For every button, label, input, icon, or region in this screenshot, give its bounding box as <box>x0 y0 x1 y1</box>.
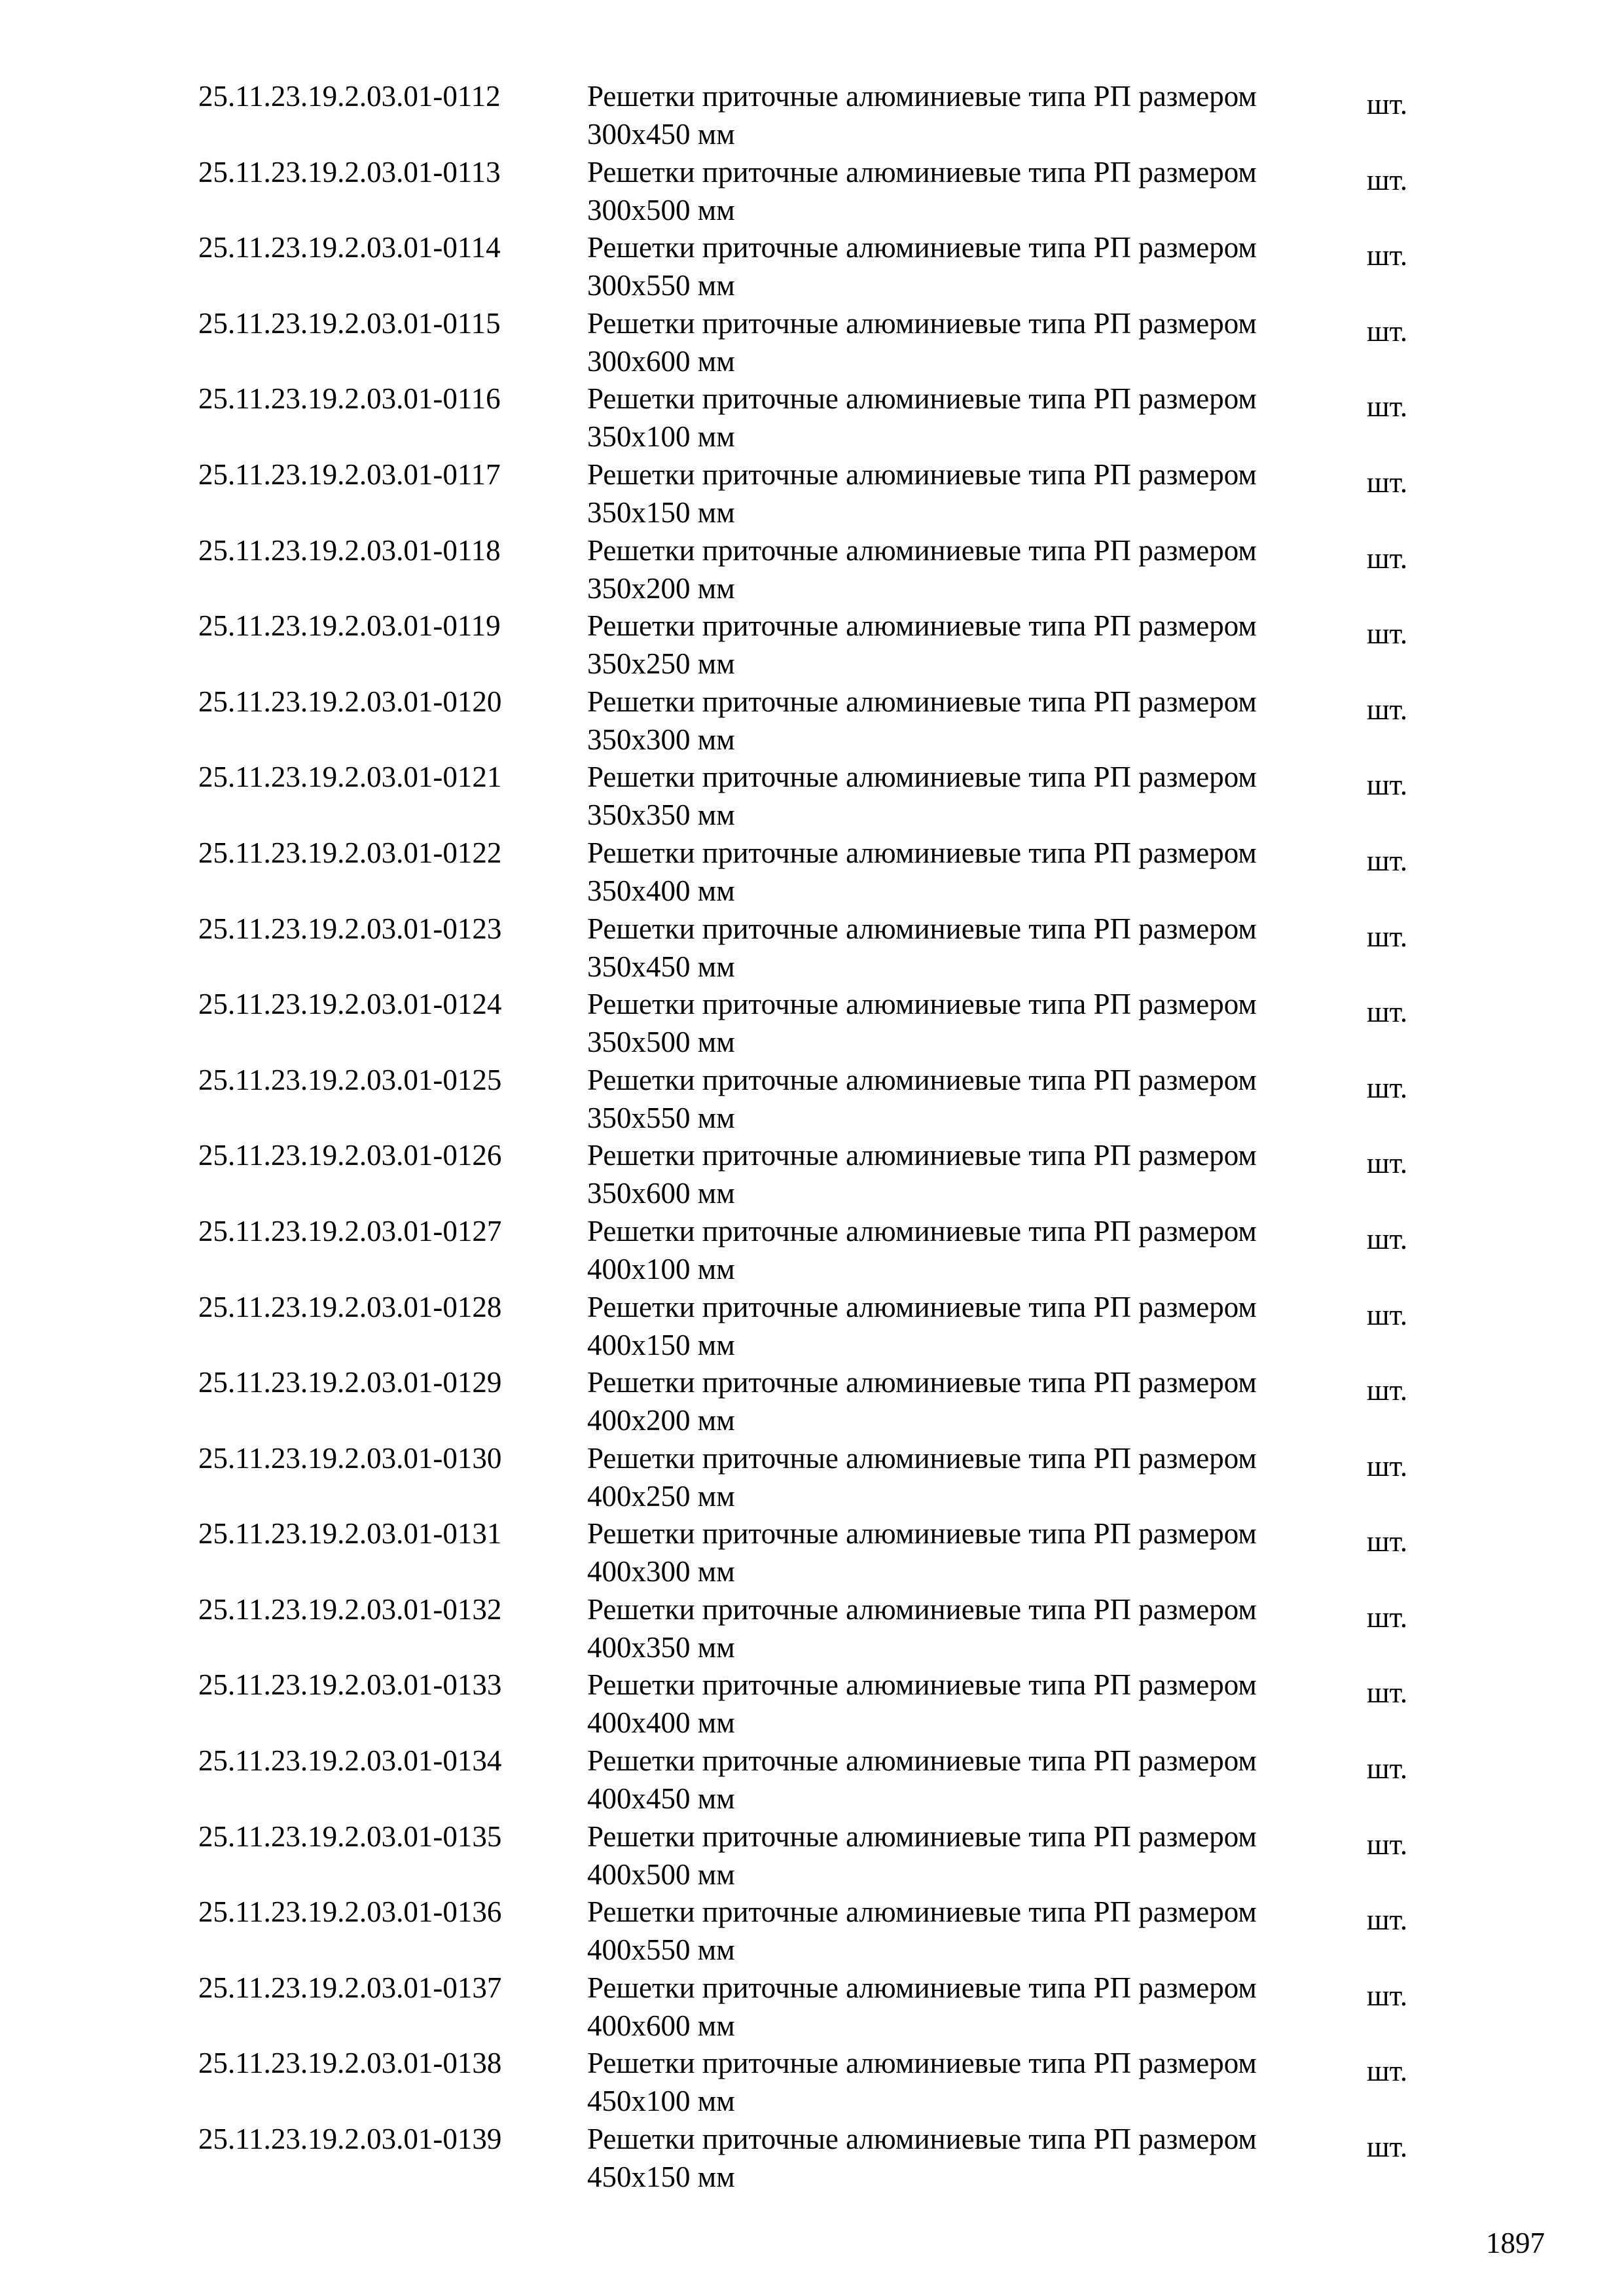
item-size: 400x200 мм <box>587 1404 735 1437</box>
catalog-row <box>0 985 1624 1061</box>
item-unit: шт. <box>1367 2054 1408 2088</box>
item-name: Решетки приточные алюминиевые типа РП размером <box>587 1820 1257 1853</box>
item-code: 25.11.23.19.2.03.01-0115 <box>198 306 501 340</box>
item-size: 350x250 мм <box>587 647 735 681</box>
item-size: 400x250 мм <box>587 1479 735 1513</box>
item-description <box>587 1439 1373 1515</box>
item-code: 25.11.23.19.2.03.01-0125 <box>198 1063 502 1096</box>
item-code: 25.11.23.19.2.03.01-0122 <box>198 836 502 869</box>
item-name: Решетки приточные алюминиевые типа РП размером <box>587 231 1257 264</box>
catalog-row <box>0 531 1624 607</box>
item-unit: шт. <box>1367 996 1408 1029</box>
item-name: Решетки приточные алюминиевые типа РП размером <box>587 80 1257 113</box>
item-name: Решетки приточные алюминиевые типа РП размером <box>587 1971 1257 2004</box>
item-code: 25.11.23.19.2.03.01-0128 <box>198 1290 502 1323</box>
item-code: 25.11.23.19.2.03.01-0119 <box>198 609 501 643</box>
catalog-row <box>0 1742 1624 1818</box>
item-size: 350x300 мм <box>587 723 735 756</box>
item-name: Решетки приточные алюминиевые типа РП размером <box>587 457 1257 491</box>
catalog-list <box>0 77 1624 2196</box>
item-description <box>587 985 1373 1061</box>
item-name: Решетки приточные алюминиевые типа РП размером <box>587 988 1257 1021</box>
item-description <box>587 1590 1373 1666</box>
item-code: 25.11.23.19.2.03.01-0126 <box>198 1139 502 1172</box>
catalog-row <box>0 2044 1624 2120</box>
catalog-row <box>0 1818 1624 1893</box>
item-description <box>587 1666 1373 1742</box>
item-unit: шт. <box>1367 920 1408 953</box>
item-code: 25.11.23.19.2.03.01-0114 <box>198 231 501 264</box>
item-description <box>587 1818 1373 1893</box>
item-unit: шт. <box>1367 88 1408 120</box>
item-description <box>587 153 1373 229</box>
item-description <box>587 1136 1373 1212</box>
catalog-row <box>0 1893 1624 1969</box>
item-size: 400x400 мм <box>587 1706 735 1740</box>
catalog-row <box>0 1969 1624 2045</box>
item-unit: шт. <box>1367 1676 1408 1710</box>
item-size: 350x550 мм <box>587 1101 735 1134</box>
item-description <box>587 758 1373 834</box>
item-description <box>587 834 1373 910</box>
item-description <box>587 1515 1373 1590</box>
item-name: Решетки приточные алюминиевые типа РП размером <box>587 382 1257 416</box>
item-size: 350x350 мм <box>587 798 735 832</box>
item-unit: шт. <box>1367 1979 1408 2012</box>
item-code: 25.11.23.19.2.03.01-0124 <box>198 988 502 1021</box>
catalog-row <box>0 77 1624 153</box>
item-name: Решетки приточные алюминиевые типа РП размером <box>587 836 1257 869</box>
item-unit: шт. <box>1367 541 1408 575</box>
item-name: Решетки приточные алюминиевые типа РП размером <box>587 1214 1257 1247</box>
item-unit: шт. <box>1367 692 1408 726</box>
item-code: 25.11.23.19.2.03.01-0123 <box>198 912 502 945</box>
item-unit: шт. <box>1367 314 1408 348</box>
item-description <box>587 1212 1373 1288</box>
item-unit: шт. <box>1367 1525 1408 1558</box>
item-code: 25.11.23.19.2.03.01-0136 <box>198 1895 502 1929</box>
item-code: 25.11.23.19.2.03.01-0139 <box>198 2123 502 2156</box>
item-code: 25.11.23.19.2.03.01-0116 <box>198 382 501 416</box>
item-unit: шт. <box>1367 1298 1408 1331</box>
item-code: 25.11.23.19.2.03.01-0121 <box>198 761 502 794</box>
catalog-row <box>0 834 1624 910</box>
item-unit: шт. <box>1367 1374 1408 1407</box>
item-unit: шт. <box>1367 1222 1408 1255</box>
item-code: 25.11.23.19.2.03.01-0127 <box>198 1214 502 1247</box>
catalog-row <box>0 380 1624 456</box>
catalog-row <box>0 758 1624 834</box>
item-code: 25.11.23.19.2.03.01-0131 <box>198 1517 502 1551</box>
item-unit: шт. <box>1367 1600 1408 1634</box>
item-size: 400x450 мм <box>587 1782 735 1816</box>
item-code: 25.11.23.19.2.03.01-0135 <box>198 1820 502 1853</box>
item-description <box>587 910 1373 986</box>
item-name: Решетки приточные алюминиевые типа РП размером <box>587 1592 1257 1626</box>
item-code: 25.11.23.19.2.03.01-0120 <box>198 685 502 718</box>
catalog-row <box>0 1061 1624 1137</box>
item-code: 25.11.23.19.2.03.01-0129 <box>198 1366 502 1399</box>
item-size: 300x600 мм <box>587 344 735 378</box>
item-name: Решетки приточные алюминиевые типа РП размером <box>587 609 1257 643</box>
item-description <box>587 228 1373 304</box>
item-description <box>587 304 1373 380</box>
item-unit: шт. <box>1367 844 1408 877</box>
item-size: 350x100 мм <box>587 420 735 454</box>
catalog-row <box>0 1439 1624 1515</box>
item-description <box>587 1363 1373 1439</box>
item-name: Решетки приточные алюминиевые типа РП размером <box>587 1441 1257 1475</box>
item-name: Решетки приточные алюминиевые типа РП размером <box>587 685 1257 718</box>
item-size: 450x100 мм <box>587 2085 735 2118</box>
page-number: 1897 <box>1486 2227 1545 2259</box>
item-name: Решетки приточные алюминиевые типа РП размером <box>587 1895 1257 1929</box>
catalog-row <box>0 1212 1624 1288</box>
item-size: 350x200 мм <box>587 571 735 605</box>
item-size: 350x150 мм <box>587 495 735 529</box>
item-description <box>587 1061 1373 1137</box>
item-unit: шт. <box>1367 617 1408 651</box>
catalog-row <box>0 683 1624 759</box>
catalog-row <box>0 607 1624 683</box>
item-size: 350x500 мм <box>587 1026 735 1059</box>
catalog-row <box>0 2120 1624 2196</box>
item-unit: шт. <box>1367 1827 1408 1861</box>
item-size: 350x600 мм <box>587 1177 735 1210</box>
item-size: 300x500 мм <box>587 193 735 226</box>
catalog-row <box>0 1666 1624 1742</box>
item-name: Решетки приточные алюминиевые типа РП размером <box>587 1517 1257 1551</box>
catalog-row <box>0 1515 1624 1590</box>
item-name: Решетки приточные алюминиевые типа РП размером <box>587 533 1257 567</box>
catalog-row <box>0 1288 1624 1364</box>
item-name: Решетки приточные алюминиевые типа РП размером <box>587 761 1257 794</box>
item-description <box>587 2044 1373 2120</box>
item-name: Решетки приточные алюминиевые типа РП размером <box>587 155 1257 188</box>
item-name: Решетки приточные алюминиевые типа РП размером <box>587 306 1257 340</box>
item-size: 350x400 мм <box>587 874 735 907</box>
catalog-row <box>0 228 1624 304</box>
item-description <box>587 531 1373 607</box>
item-size: 400x100 мм <box>587 1252 735 1285</box>
item-unit: шт. <box>1367 390 1408 423</box>
item-code: 25.11.23.19.2.03.01-0132 <box>198 1592 502 1626</box>
item-description <box>587 1893 1373 1969</box>
item-description <box>587 1742 1373 1818</box>
catalog-row <box>0 1363 1624 1439</box>
item-description <box>587 1288 1373 1364</box>
item-description <box>587 607 1373 683</box>
item-unit: шт. <box>1367 1071 1408 1104</box>
item-name: Решетки приточные алюминиевые типа РП размером <box>587 2123 1257 2156</box>
catalog-row <box>0 456 1624 531</box>
catalog-row <box>0 1136 1624 1212</box>
item-unit: шт. <box>1367 768 1408 802</box>
item-unit: шт. <box>1367 1903 1408 1937</box>
item-code: 25.11.23.19.2.03.01-0138 <box>198 2047 502 2080</box>
item-unit: шт. <box>1367 1449 1408 1482</box>
item-size: 450x150 мм <box>587 2161 735 2194</box>
item-unit: шт. <box>1367 1752 1408 1785</box>
item-code: 25.11.23.19.2.03.01-0137 <box>198 1971 502 2004</box>
item-code: 25.11.23.19.2.03.01-0134 <box>198 1744 502 1778</box>
item-size: 300x450 мм <box>587 118 735 151</box>
item-description <box>587 683 1373 759</box>
item-name: Решетки приточные алюминиевые типа РП размером <box>587 1139 1257 1172</box>
item-description <box>587 456 1373 531</box>
item-size: 400x150 мм <box>587 1328 735 1361</box>
item-name: Решетки приточные алюминиевые типа РП размером <box>587 1744 1257 1778</box>
item-description <box>587 380 1373 456</box>
item-name: Решетки приточные алюминиевые типа РП размером <box>587 1366 1257 1399</box>
item-unit: шт. <box>1367 163 1408 196</box>
item-size: 400x600 мм <box>587 2009 735 2042</box>
item-unit: шт. <box>1367 239 1408 272</box>
item-size: 400x550 мм <box>587 1933 735 1967</box>
item-description <box>587 77 1373 153</box>
item-size: 350x450 мм <box>587 950 735 983</box>
item-description <box>587 1969 1373 2045</box>
item-code: 25.11.23.19.2.03.01-0117 <box>198 457 501 491</box>
item-size: 300x550 мм <box>587 269 735 302</box>
item-unit: шт. <box>1367 465 1408 499</box>
item-code: 25.11.23.19.2.03.01-0133 <box>198 1668 502 1702</box>
item-size: 400x500 мм <box>587 1857 735 1891</box>
item-name: Решетки приточные алюминиевые типа РП размером <box>587 1668 1257 1702</box>
catalog-row <box>0 153 1624 229</box>
item-unit: шт. <box>1367 2130 1408 2164</box>
item-code: 25.11.23.19.2.03.01-0130 <box>198 1441 502 1475</box>
item-name: Решетки приточные алюминиевые типа РП размером <box>587 1290 1257 1323</box>
catalog-row <box>0 910 1624 986</box>
item-size: 400x300 мм <box>587 1555 735 1588</box>
item-unit: шт. <box>1367 1147 1408 1180</box>
item-code: 25.11.23.19.2.03.01-0113 <box>198 155 501 188</box>
item-name: Решетки приточные алюминиевые типа РП размером <box>587 1063 1257 1096</box>
catalog-row <box>0 1590 1624 1666</box>
item-name: Решетки приточные алюминиевые типа РП размером <box>587 912 1257 945</box>
item-code: 25.11.23.19.2.03.01-0118 <box>198 533 501 567</box>
catalog-row <box>0 304 1624 380</box>
item-description <box>587 2120 1373 2196</box>
item-size: 400x350 мм <box>587 1630 735 1664</box>
item-code: 25.11.23.19.2.03.01-0112 <box>198 80 501 113</box>
item-name: Решетки приточные алюминиевые типа РП размером <box>587 2047 1257 2080</box>
